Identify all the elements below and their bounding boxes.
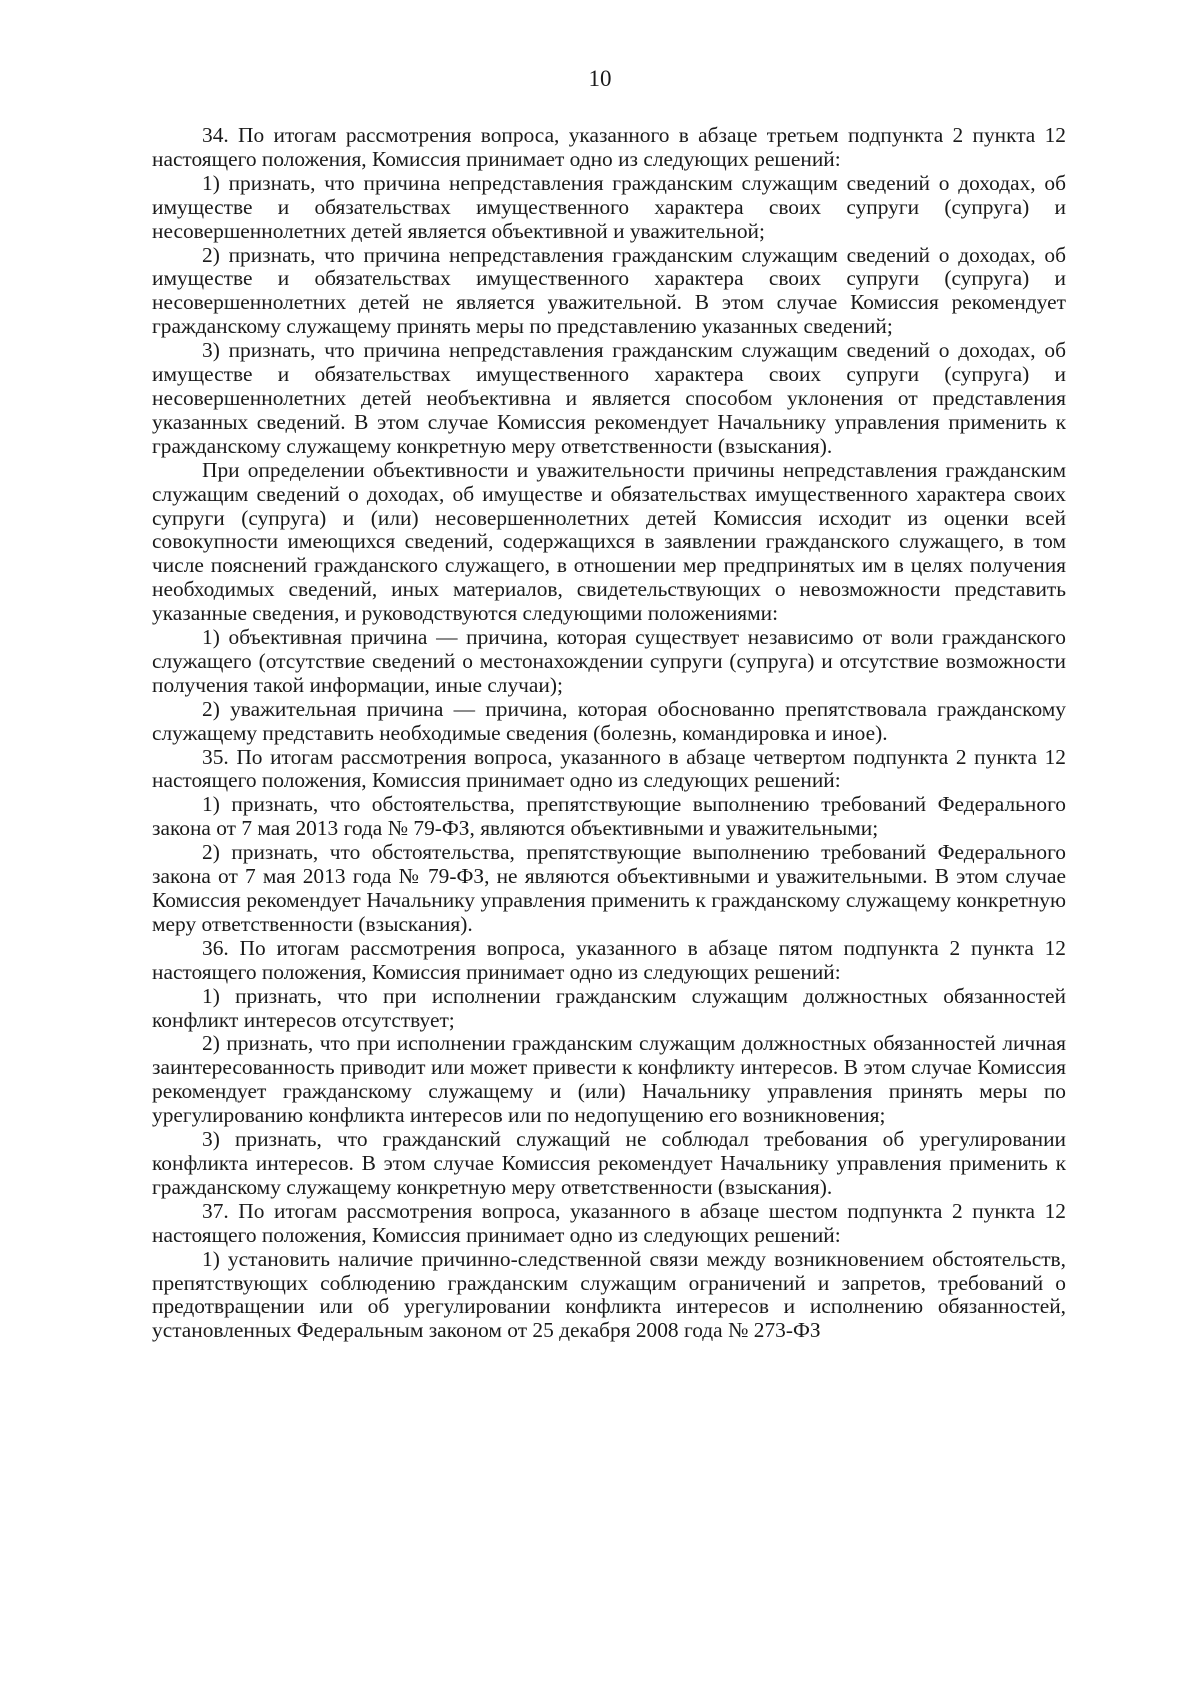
paragraph-34-item-1: 1) признать, что причина непредставления гражданским служащим сведений о доходах, об имуществе и обязательствах имущественного характера своих супруги (супруга) и несовершеннолетних детей является объективной и уважительной; (152, 170, 1066, 243)
paragraph-35-intro: 35. По итогам рассмотрения вопроса, указанного в абзаце четвертом подпункта 2 пункта 12 настоящего положения, Комиссия принимает одно из следующих решений: (152, 744, 1066, 793)
paragraph-34-item-2: 2) признать, что причина непредставления гражданским служащим сведений о доходах, об имуществе и обязательствах имущественного характера своих супруги (супруга) и несовершеннолетних детей не является уважительной. В этом случае Комиссия рекомендует гражданскому служащему принять меры по представлению указанных сведений; (152, 242, 1066, 339)
paragraph-37-item-1: 1) установить наличие причинно-следственной связи между возникновением обстоятельств, препятствующих соблюдению гражданским служащим ограничений и запретов, требований о предотвращении или об урегулировании конфликта интересов и исполнению обязанностей, установленных Федеральным законом от 25 декабря 2008 года № 273-ФЗ (152, 1246, 1066, 1343)
document-body (152, 124, 1066, 1343)
paragraph-valid-reason: 2) уважительная причина — причина, которая обоснованно препятствовала гражданскому служащему представить необходимые сведения (болезнь, командировка и иное). (152, 696, 1066, 745)
paragraph-35-item-1: 1) признать, что обстоятельства, препятствующие выполнению требований Федерального закона от 7 мая 2013 года № 79-ФЗ, являются объективными и уважительными; (152, 792, 1066, 841)
paragraph-36-intro: 36. По итогам рассмотрения вопроса, указанного в абзаце пятом подпункта 2 пункта 12 настоящего положения, Комиссия принимает одно из следующих решений: (152, 935, 1066, 984)
paragraph-34-item-3: 3) признать, что причина непредставления гражданским служащим сведений о доходах, об имуществе и обязательствах имущественного характера своих супруги (супруга) и несовершеннолетних детей необъективна и является способом уклонения от представления указанных сведений. В этом случае Комиссия рекомендует Начальнику управления применить к гражданскому служащему конкретную меру ответственности (взыскания). (152, 338, 1066, 458)
page-number: 10 (588, 66, 612, 91)
paragraph-34-intro: 34. По итогам рассмотрения вопроса, указанного в абзаце третьем подпункта 2 пункта 12 настоящего положения, Комиссия принимает одно из следующих решений: (152, 123, 1066, 171)
paragraph-35-item-2: 2) признать, что обстоятельства, препятствующие выполнению требований Федерального закона от 7 мая 2013 года № 79-ФЗ, не являются объективными и уважительными. В этом случае Комиссия рекомендует Начальнику управления применить к гражданскому служащему конкретную меру ответственности (взыскания). (152, 840, 1066, 936)
paragraph-objective-reason: 1) объективная причина — причина, которая существует независимо от воли гражданского служащего (отсутствие сведений о местонахождении супруги (супруга) и отсутствие возможности получения такой информации, иные случаи); (152, 625, 1066, 697)
paragraph-36-item-1: 1) признать, что при исполнении гражданским служащим должностных обязанностей конфликт интересов отсутствует; (152, 983, 1066, 1032)
paragraph-37-intro: 37. По итогам рассмотрения вопроса, указанного в абзаце шестом подпункта 2 пункта 12 настоящего положения, Комиссия принимает одно из следующих решений: (152, 1198, 1066, 1247)
paragraph-36-item-2: 2) признать, что при исполнении гражданским служащим должностных обязанностей личная заинтересованность приводит или может привести к конфликту интересов. В этом случае Комиссия рекомендует гражданскому служащему и (или) Начальнику управления принять меры по урегулированию конфликта интересов или по недопущению его возникновения; (152, 1031, 1066, 1128)
paragraph-assessment-criteria: При определении объективности и уважительности причины непредставления гражданским служащим сведений о доходах, об имуществе и обязательствах имущественного характера своих супруги (супруга) и (или) несовершеннолетних детей Комиссия исходит из оценки всей совокупности имеющихся сведений, содержащихся в заявлении гражданского служащего, в том числе пояснений гражданского служащего, в отношении мер предпринятых им в целях получения необходимых сведений, иных материалов, свидетельствующих о невозможности представить указанные сведения, и руководствуются следующими положениями: (152, 457, 1066, 626)
paragraph-36-item-3: 3) признать, что гражданский служащий не соблюдал требования об урегулировании конфликта интересов. В этом случае Комиссия рекомендует Начальнику управления применить к гражданскому служащему конкретную меру ответственности (взыскания). (152, 1127, 1066, 1199)
